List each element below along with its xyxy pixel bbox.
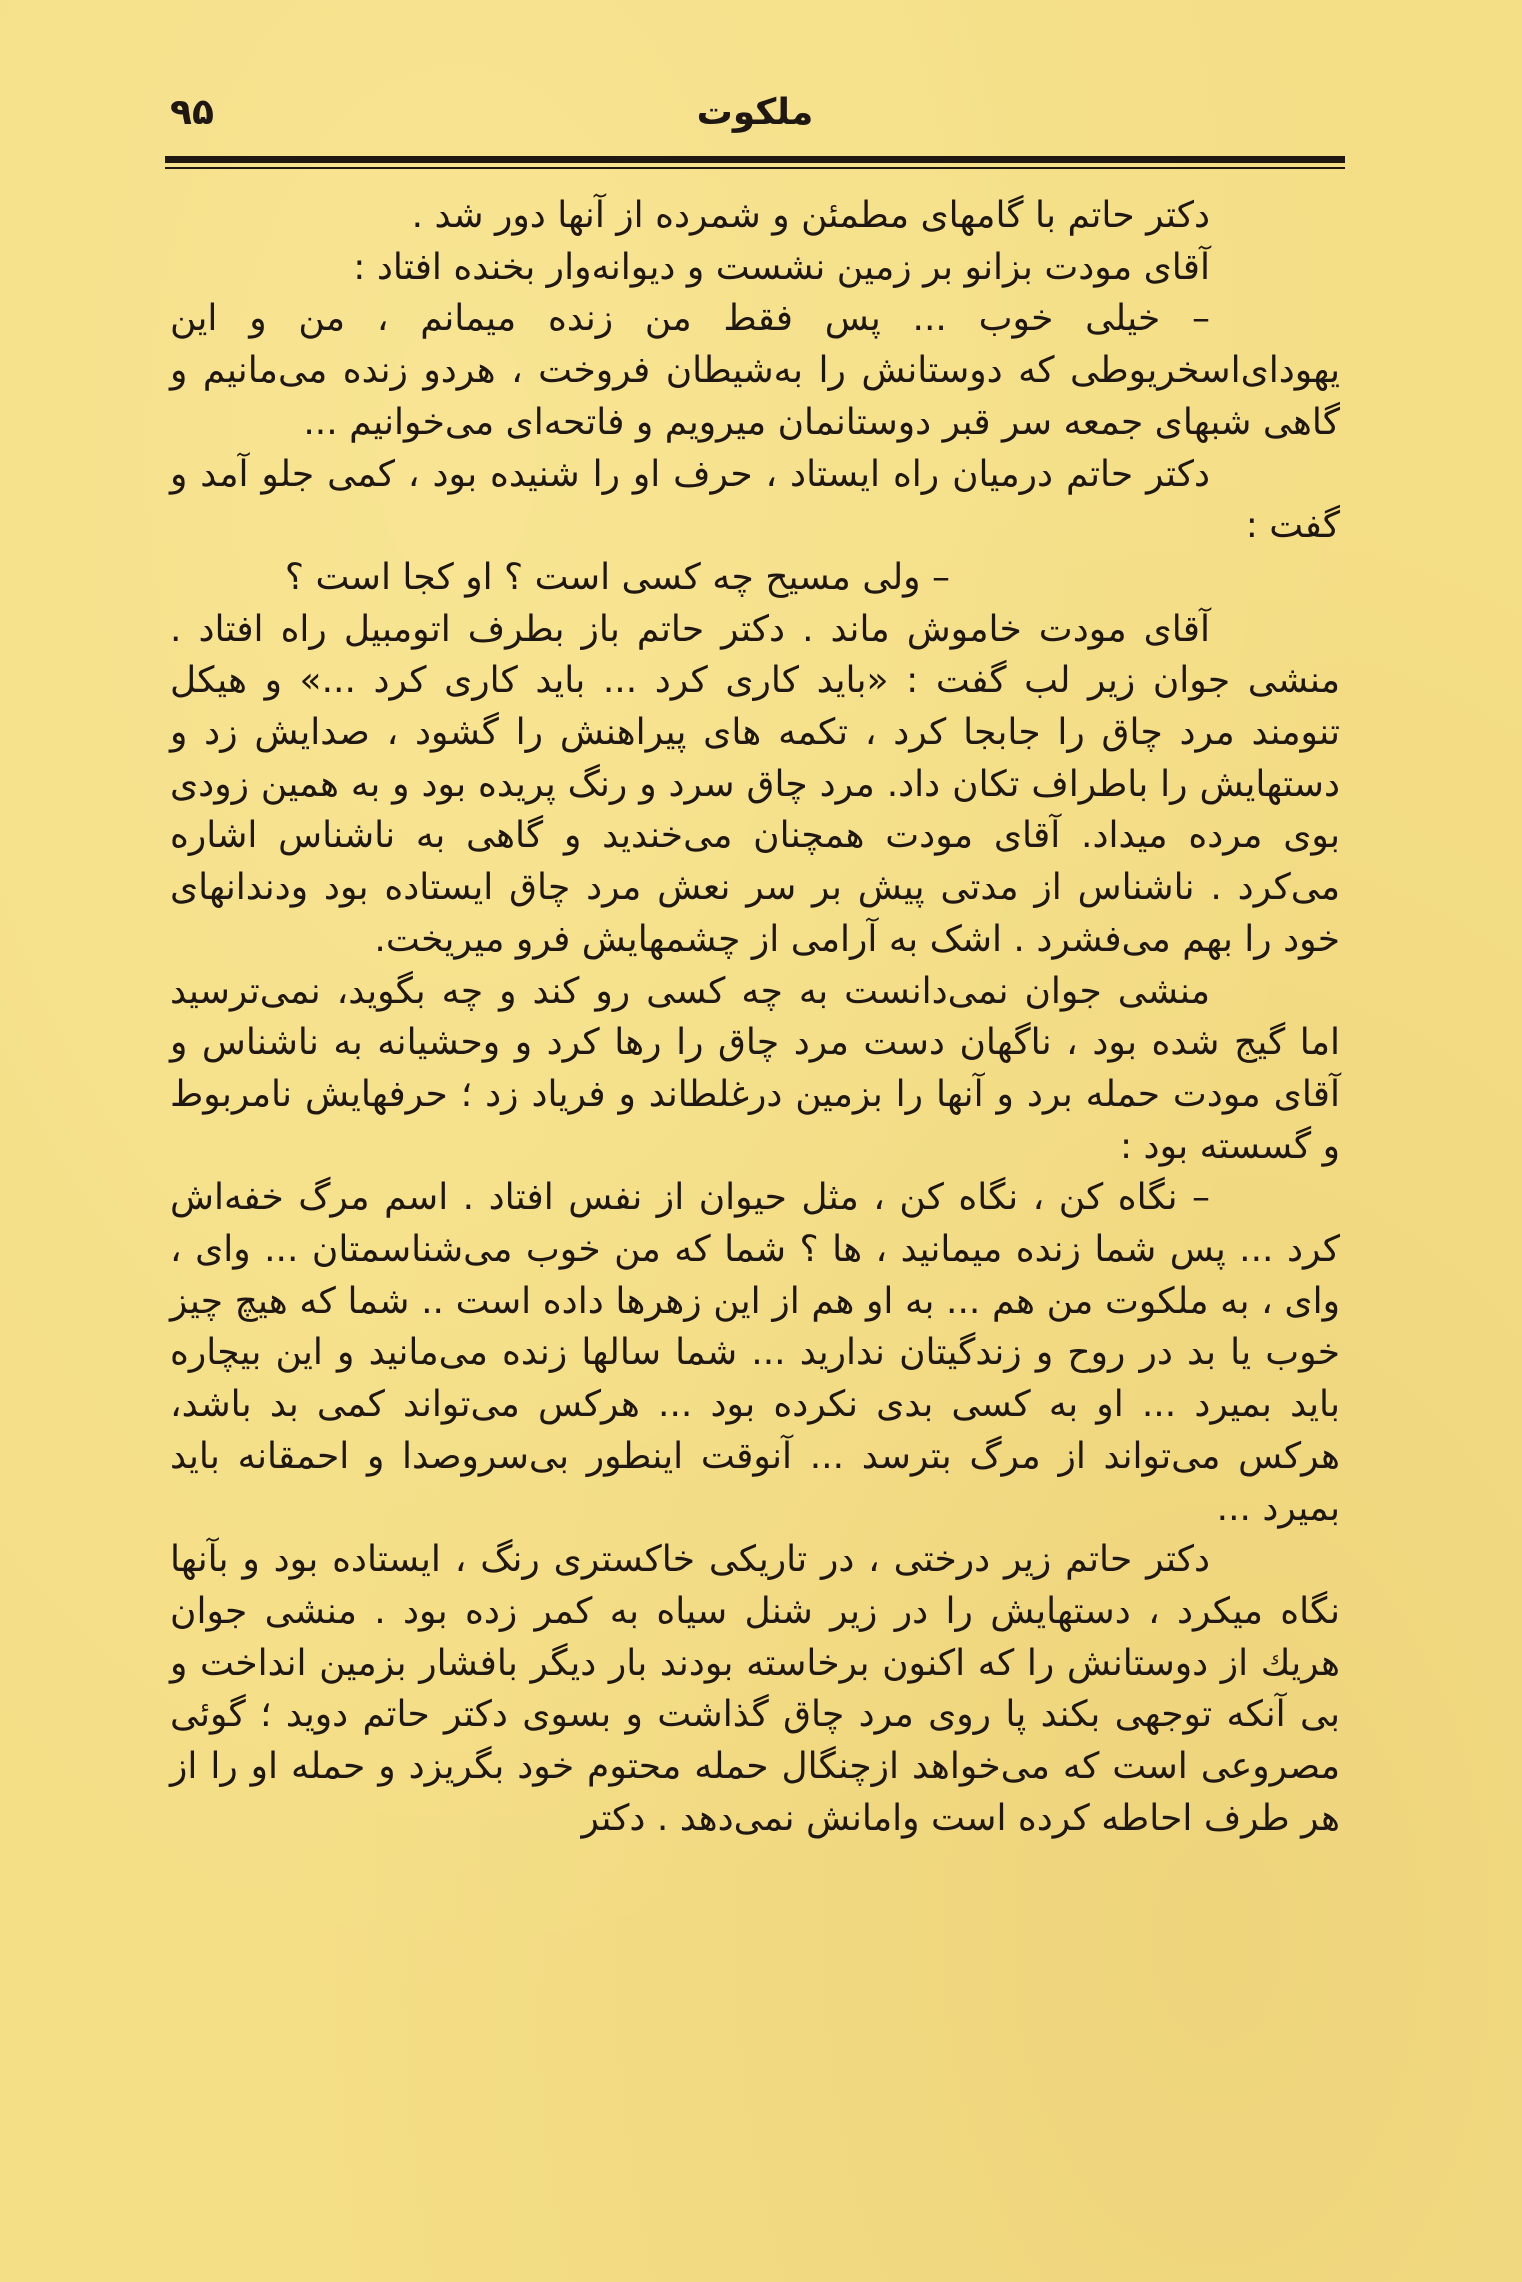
running-title: ملکوت — [696, 92, 814, 133]
page-number: ۹۵ — [170, 92, 214, 133]
paragraph: دکتر حاتم زیر درختی ، در تاریکی خاکستری رنگ ، ایستاده بود و بآنها نگاه میکرد ، دستهایش را در زیر شنل سیاه به کمر زده بود . منشی جوان هریك از دوستانش را که اکنون برخاسته بودند بار دیگر بافشار بزمین انداخت و بی آنکه توجهی بکند پا روی مرد چاق گذاشت و بسوی دکتر حاتم دوید ؛ گوئی مصروعی است که می‌خواهد ازچنگال حمله محتوم خود بگریزد و حمله او را از هر طرف احاطه کرده است وامانش نمی‌دهد . دکتر — [170, 1539, 1340, 1839]
dialog-paragraph: – خیلی خوب ... پس فقط من زنده میمانم ، من و این یهودای‌اسخریوطی که دوستانش را به‌شیطان فروخت ، هردو زنده می‌مانیم و گاهی شبهای جمعه سر قبر دوستانمان میرویم و فاتحه‌ای می‌خوانیم ... — [170, 298, 1340, 443]
header-rule-thin — [165, 167, 1345, 169]
paragraph: آقای مودت خاموش ماند . دکتر حاتم باز بطرف اتومبیل راه افتاد . منشی جوان زیر لب گفت : «باید کاری کرد ... باید کاری کرد ...» و هیکل تنومند مرد چاق را جابجا کرد ، تکمه های پیراهنش را گشود ، صدایش زد و دستهایش را باطراف تکان داد. مرد چاق سرد و رنگ پریده بود و به همین زودی بوی مرده میداد. آقای مودت همچنان می‌خندید و گاهی به ناشناس اشاره می‌کرد . ناشناس از مدتی پیش بر سر نعش مرد چاق ایستاده بود ودندانهای خود را بهم می‌فشرد . اشک به آرامی از چشمهایش فرو میریخت. — [170, 608, 1340, 960]
page-header — [170, 92, 1340, 152]
header-rule-thick — [165, 156, 1345, 163]
dialog-paragraph: – نگاه کن ، نگاه کن ، مثل حیوان از نفس افتاد . اسم مرگ خفه‌اش کرد ... پس شما زنده میمانید ، ها ؟ شما که من خوب می‌شناسمتان ... وای ، وای ، به ملکوت من هم ... به او هم از این زهرها داده است .. شما که هیچ چیز خوب یا بد در روح و زندگیتان ندارید ... شما سالها زنده می‌مانید و این بیچاره باید بمیرد ... او به کسی بدی نکرده بود ... هرکس می‌تواند کمی بد باشد، هرکس می‌تواند از مرگ بترسد ... آنوقت اینطور بی‌سروصدا و احمقانه باید بمیرد ... — [170, 1177, 1340, 1529]
paragraph: دکتر حاتم با گامهای مطمئن و شمرده از آنها دور شد . — [411, 195, 1210, 236]
body-text — [170, 190, 1340, 1845]
paragraph: دکتر حاتم درمیان راه ایستاد ، حرف او را شنیده بود ، کمی جلو آمد و گفت : — [170, 453, 1340, 547]
paragraph: منشی جوان نمی‌دانست به چه کسی رو کند و چه بگوید، نمی‌ترسید اما گیج شده بود ، ناگهان دست مرد چاق را رها کرد و وحشیانه به ناشناس و آقای مودت حمله برد و آنها را بزمین درغلطاند و فریاد زد ؛ حرفهایش نامربوط و گسسته بود : — [170, 970, 1340, 1167]
paragraph: آقای مودت بزانو بر زمین نشست و دیوانه‌وار بخنده افتاد : — [353, 246, 1210, 288]
dialog-paragraph: – ولی مسیح چه کسی است ؟ او کجا است ؟ — [284, 556, 950, 598]
